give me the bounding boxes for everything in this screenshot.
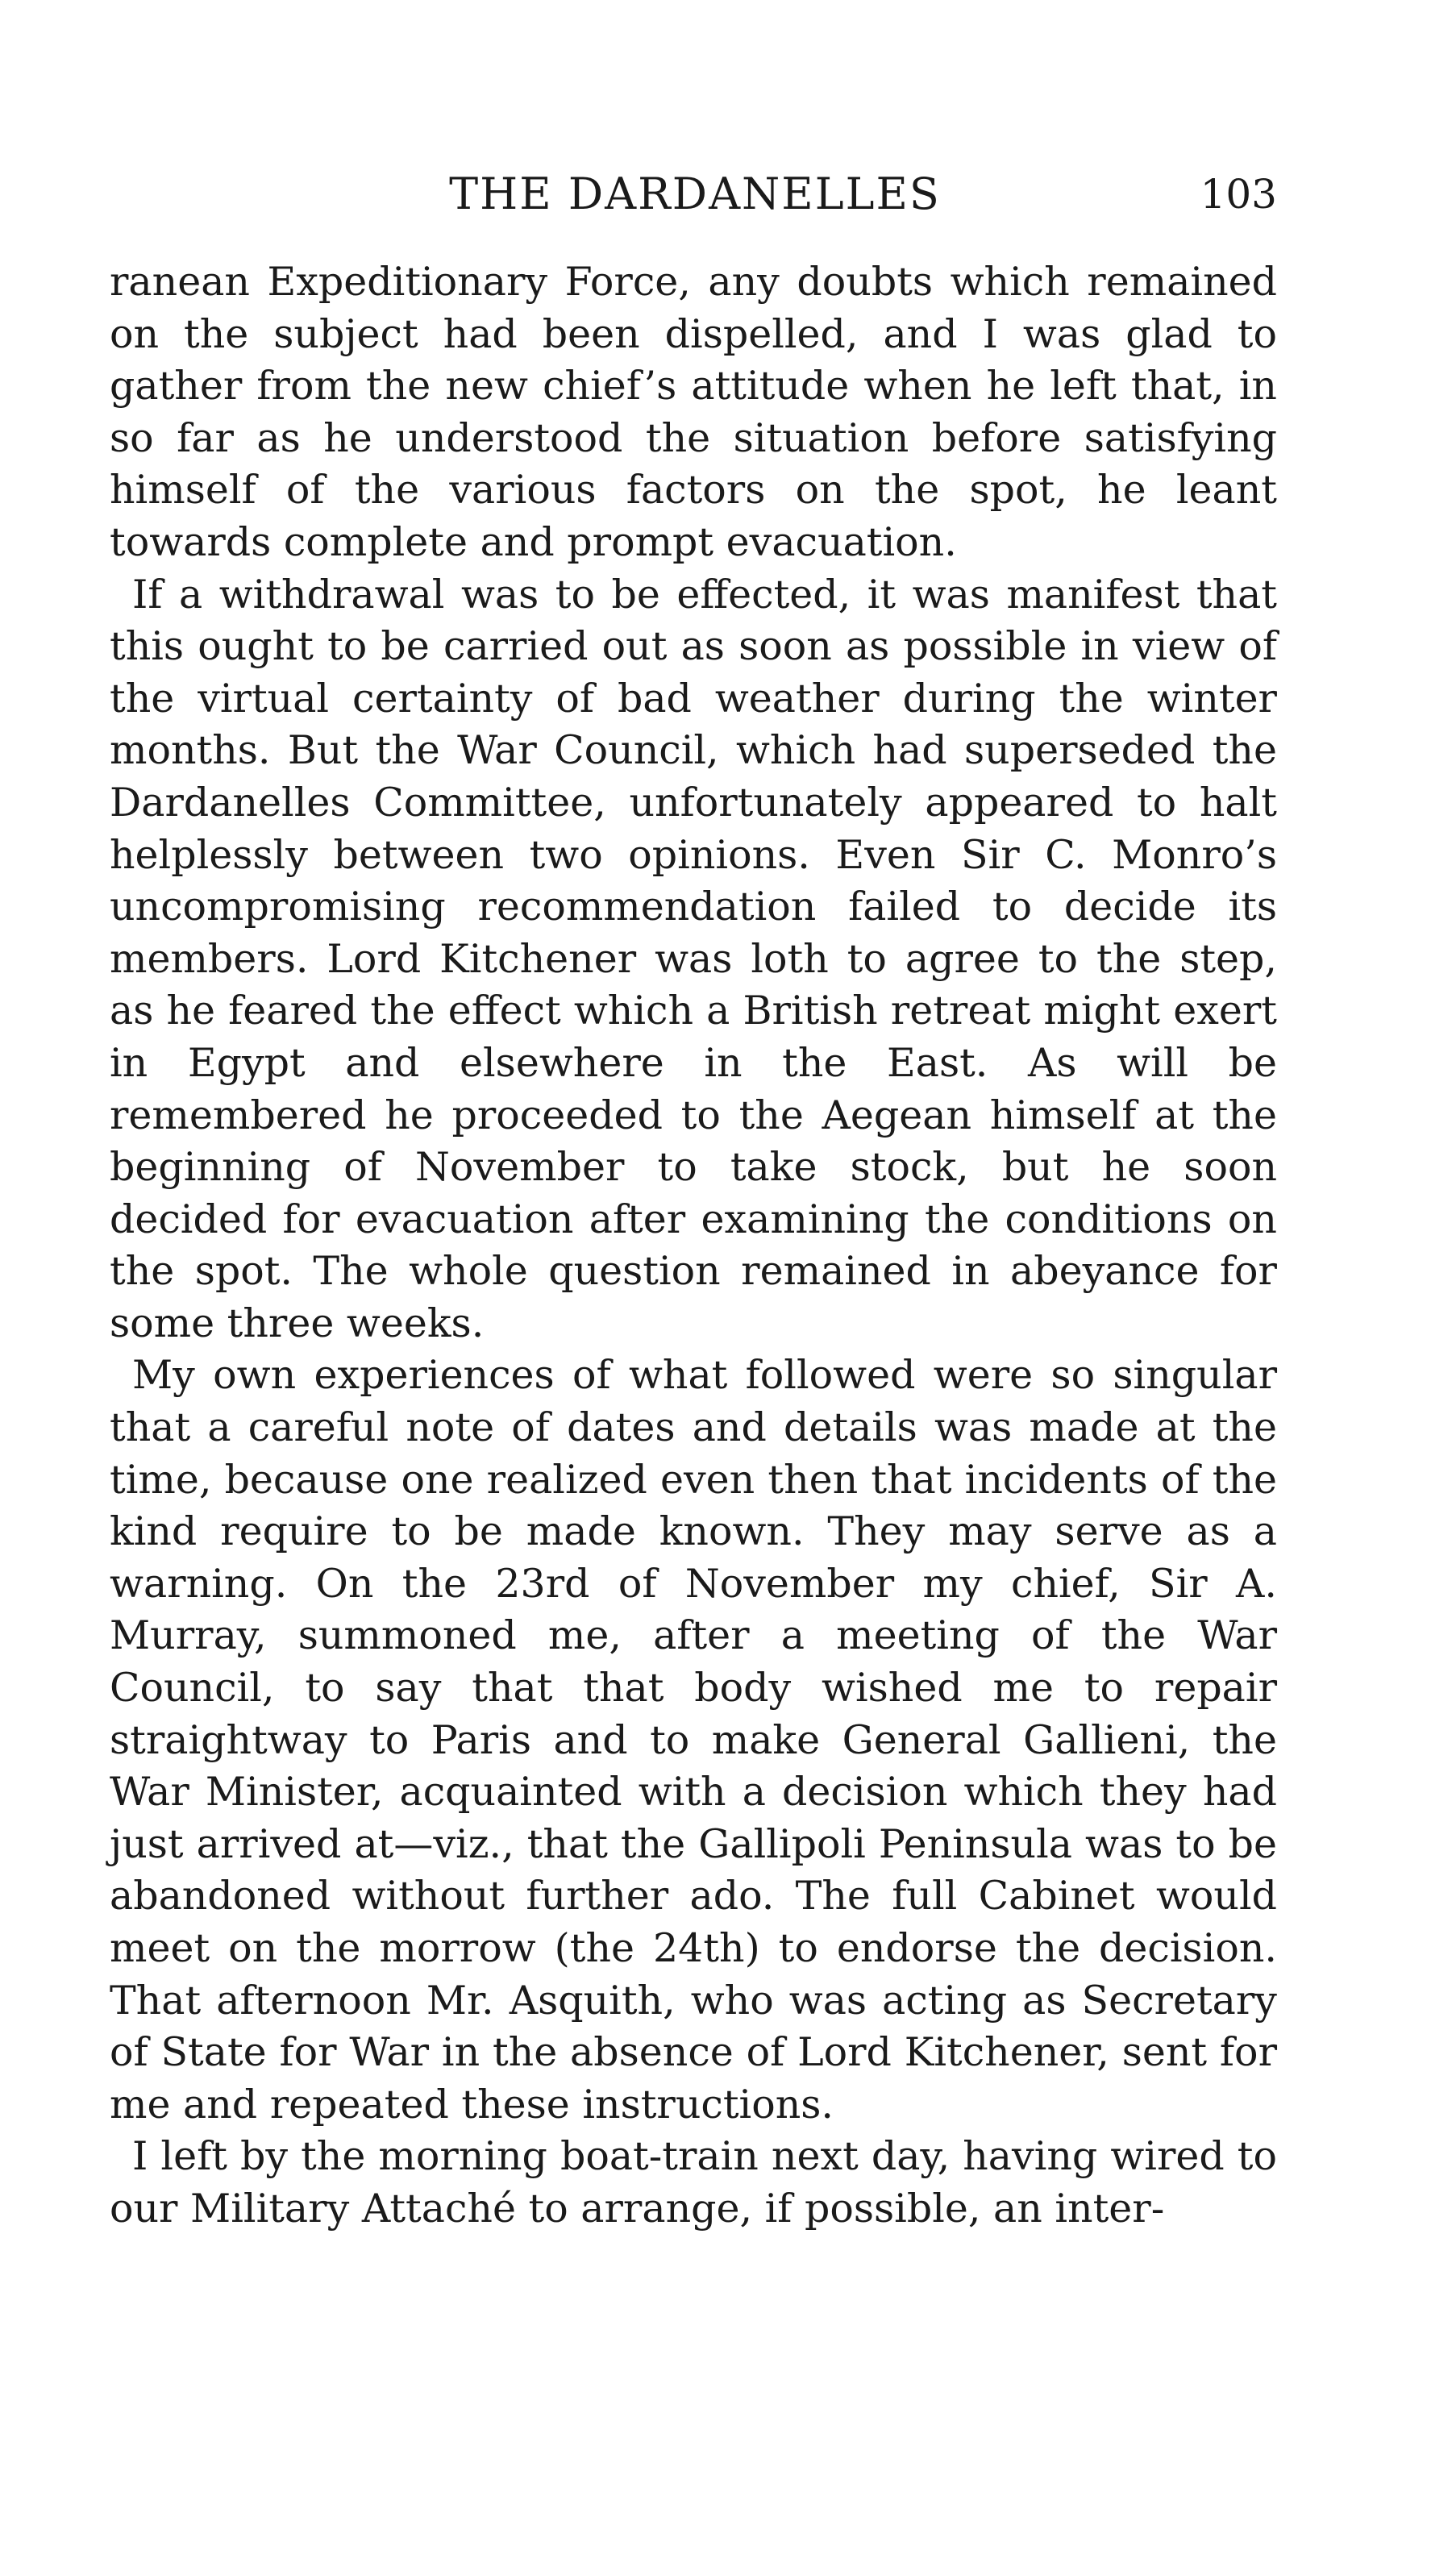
body-text <box>110 256 1277 2236</box>
page-header <box>113 166 1277 223</box>
paragraph-1: ranean Expeditionary Force, any doubts which remained on the subject had been dispelled, and I was glad to gather from the new chief’s attitude when he left that, in so far as he understood the situation before satisfying himself of the various factors on the spot, he leant towards complete and prompt evacuation. <box>110 259 1277 565</box>
paragraph-2: If a withdrawal was to be effected, it was manifest that this ought to be carried out as soon as possible in view of the virtual certainty of bad weather during the winter months. But the War Council, which had superseded the Dardanelles Committee, unfortunately appeared to halt helplessly between two opinions. Even Sir C. Monro’s uncompromising recommendation failed to decide its members. Lord Kitchener was loth to agree to the step, as he feared the effect which a British retreat might exert in Egypt and elsewhere in the East. As will be remembered he proceeded to the Aegean himself at the beginning of November to take stock, but he soon decided for evacuation after examining the conditions on the spot. The whole question remained in abeyance for some three weeks. <box>110 571 1277 1346</box>
paragraph-4: I left by the morning boat-train next day, having wired to our Military Attaché to arrange, if possible, an inter- <box>110 2133 1277 2232</box>
page-number: 103 <box>1200 171 1277 218</box>
running-title: THE DARDANELLES <box>449 168 941 219</box>
paragraph-3: My own experiences of what followed were so singular that a careful note of dates and details was made at the time, because one realized even then that incidents of the kind require to be made known. They may serve as a warning. On the 23rd of November my chief, Sir A. Murray, summoned me, after a meeting of the War Council, to say that that body wished me to repair straightway to Paris and to make General Gallieni, the War Minister, acquainted with a decision which they had just arrived at—viz., that the Gallipoli Peninsula was to be abandoned without further ado. The full Cabinet would meet on the morrow (the 24th) to endorse the decision. That afternoon Mr. Asquith, who was acting as Secretary of State for War in the absence of Lord Kitchener, sent for me and repeated these instructions. <box>110 1352 1277 2128</box>
